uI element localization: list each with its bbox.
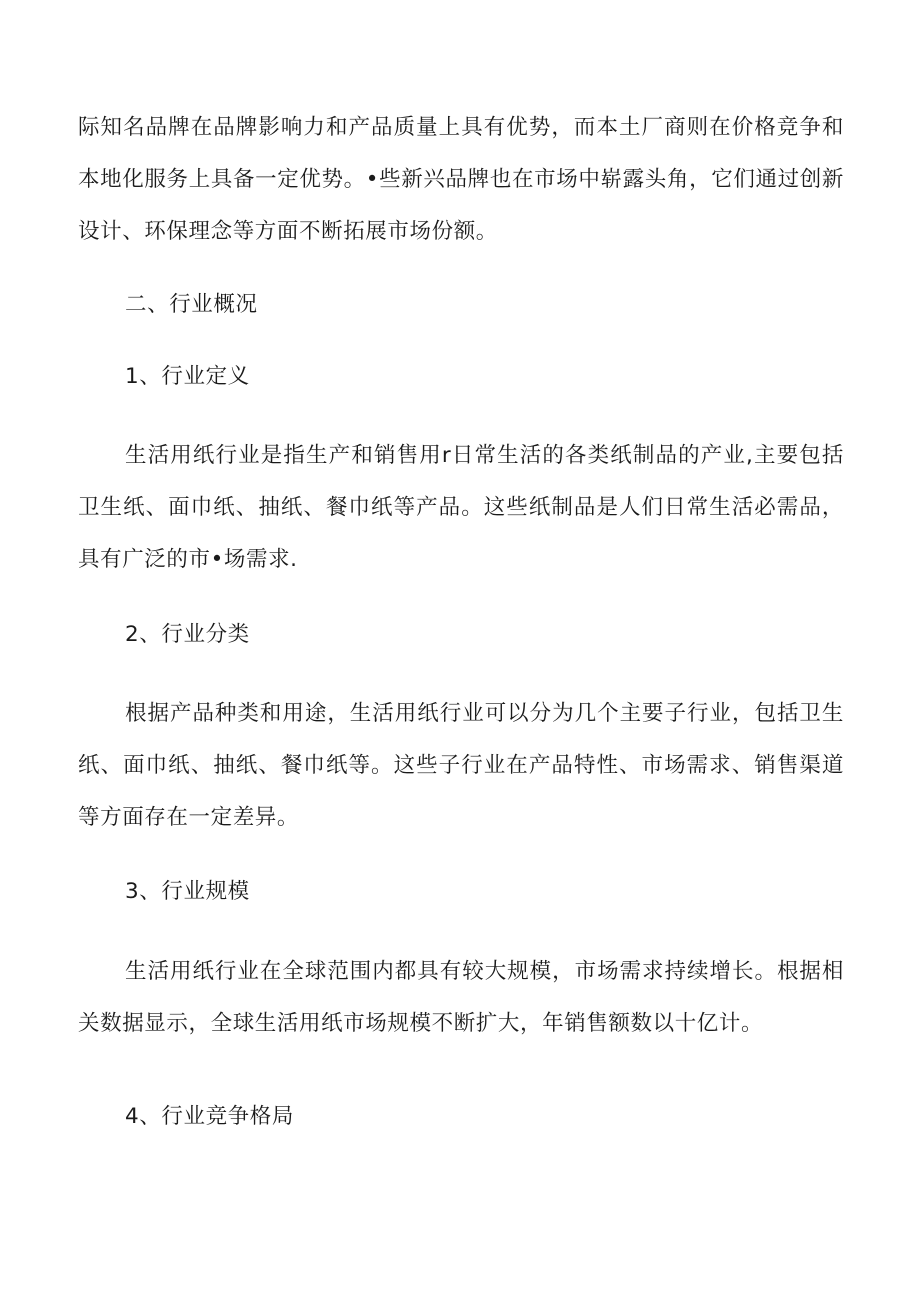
intro-paragraph: 际知名品牌在品牌影响力和产品质量上具有优势，而本土厂商则在价格竞争和本地化服务上具备一定优势。•些新兴品牌也在市场中崭露头角，它们通过创新设计、环保理念等方面不断拓展市场份额。 (78, 115, 844, 244)
subsection-heading-scale: 3、行业规模 (125, 879, 250, 904)
paragraph-scale: 生活用纸行业在全球范围内都具有较大规模，市场需求持续增长。根据相关数据显示，全球生活用纸市场规模不断扩大，年销售额数以十亿计。 (78, 959, 844, 1036)
section-heading: 二、行业概况 (125, 292, 258, 317)
subsection-heading-classification: 2、行业分类 (125, 622, 250, 647)
paragraph-definition: 生活用纸行业是指生产和销售用r日常生活的各类纸制品的产业,主要包括卫生纸、面巾纸、抽纸、餐巾纸等产品。这些纸制品是人们日常生活必需品，具有广泛的市•场需求. (78, 443, 844, 572)
paragraph-classification: 根据产品种类和用途，生活用纸行业可以分为几个主要子行业，包括卫生纸、面巾纸、抽纸、餐巾纸等。这些子行业在产品特性、市场需求、销售渠道等方面存在一定差异。 (78, 701, 844, 830)
subsection-heading-definition: 1、行业定义 (125, 364, 250, 389)
subsection-heading-competition: 4、行业竞争格局 (125, 1104, 294, 1129)
